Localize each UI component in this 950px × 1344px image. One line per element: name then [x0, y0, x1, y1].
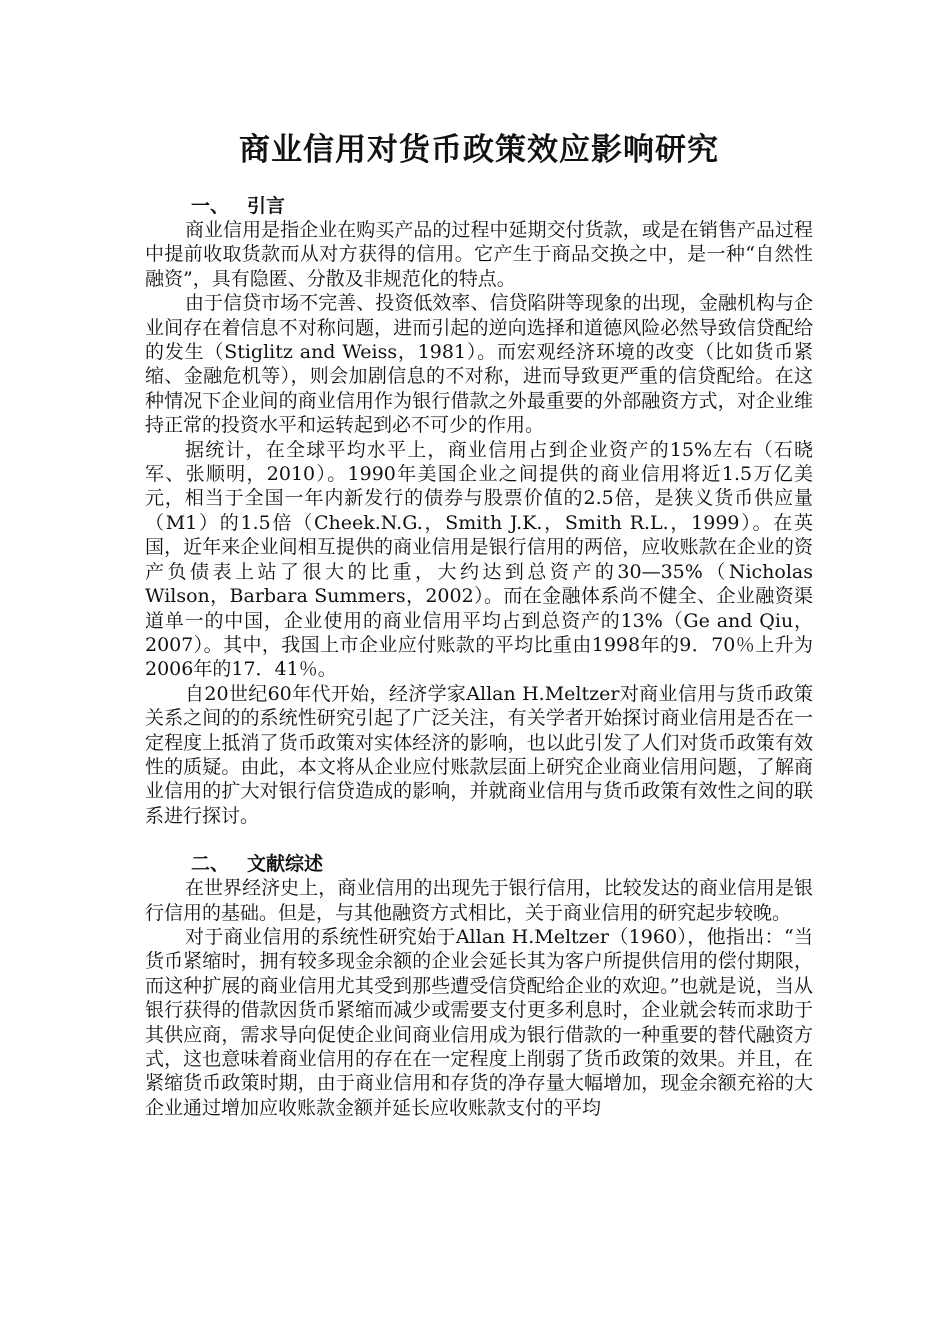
- section-heading-literature-review: [145, 852, 813, 876]
- section-number: 一、: [191, 195, 230, 217]
- document-page: [145, 128, 813, 1120]
- section-spacer: [145, 828, 813, 852]
- section-heading-text: 引言: [247, 195, 286, 217]
- paragraph: 商业信用是指企业在购买产品的过程中延期交付货款，或是在销售产品过程中提前收取货款而从对方获得的信用。它产生于商品交换之中，是一种“自然性融资”，具有隐匿、分散及非规范化的特点。: [145, 219, 813, 290]
- section-heading-introduction: [145, 194, 813, 218]
- paragraph: 据统计，在全球平均水平上，商业信用占到企业资产的15%左右（石晓军、张顺明，2010）。1990年美国企业之间提供的商业信用将近1.5万亿美元，相当于全国一年内新发行的债券与股票价值的2.5倍，是狭义货币供应量（M1）的1.5倍（Cheek.N.G.，Smith J.K.，Smith R.L.，1999）。在英国，近年来企业间相互提供的商业信用是银行信用的两倍，应收账款在企业的资产负债表上站了很大的比重，大约达到总资产的30—35%（Nicholas Wilson，Barbara Summers，2002）。而在金融体系尚不健全、企业融资渠道单一的中国，企业使用的商业信用平均占到总资产的13%（Ge and Qiu，2007）。其中，我国上市企业应付账款的平均比重由1998年的9．70％上升为2006年的17．41％。: [145, 438, 813, 681]
- paragraph: 由于信贷市场不完善、投资低效率、信贷陷阱等现象的出现，金融机构与企业间存在着信息不对称问题，进而引起的逆向选择和道德风险必然导致信贷配给的发生（Stiglitz and Weiss，1981）。而宏观经济环境的改变（比如货币紧缩、金融危机等），则会加剧信息的不对称，进而导致更严重的信贷配给。在这种情况下企业间的商业信用作为银行借款之外最重要的外部融资方式，对企业维持正常的投资水平和运转起到必不可少的作用。: [145, 292, 813, 437]
- section-heading-text: 文献综述: [247, 853, 324, 876]
- paragraph: 对于商业信用的系统性研究始于Allan H.Meltzer（1960），他指出：“当货币紧缩时，拥有较多现金余额的企业会延长其为客户所提供信用的偿付期限，而这种扩展的商业信用尤其受到那些遭受信贷配给企业的欢迎。”也就是说，当从银行获得的借款因货币紧缩而减少或需要支付更多利息时，企业就会转而求助于其供应商，需求导向促使企业间商业信用成为银行借款的一种重要的替代融资方式，这也意味着商业信用的存在在一定程度上削弱了货币政策的效果。并且，在紧缩货币政策时期，由于商业信用和存货的净存量大幅增加，现金余额充裕的大企业通过增加应收账款金额并延长应收账款支付的平均: [145, 925, 813, 1119]
- paragraph: 自20世纪60年代开始，经济学家Allan H.Meltzer对商业信用与货币政策关系之间的的系统性研究引起了广泛关注，有关学者开始探讨商业信用是否在一定程度上抵消了货币政策对实体经济的影响，也以此引发了人们对货币政策有效性的质疑。由此，本文将从企业应付账款层面上研究企业商业信用问题，了解商业信用的扩大对银行信贷造成的影响，并就商业信用与货币政策有效性之间的联系进行探讨。: [145, 682, 813, 827]
- page-title: 商业信用对货币政策效应影响研究: [239, 132, 719, 168]
- section-number: 二、: [191, 853, 230, 876]
- paragraph: 在世界经济史上，商业信用的出现先于银行信用，比较发达的商业信用是银行信用的基础。但是，与其他融资方式相比，关于商业信用的研究起步较晚。: [145, 877, 813, 924]
